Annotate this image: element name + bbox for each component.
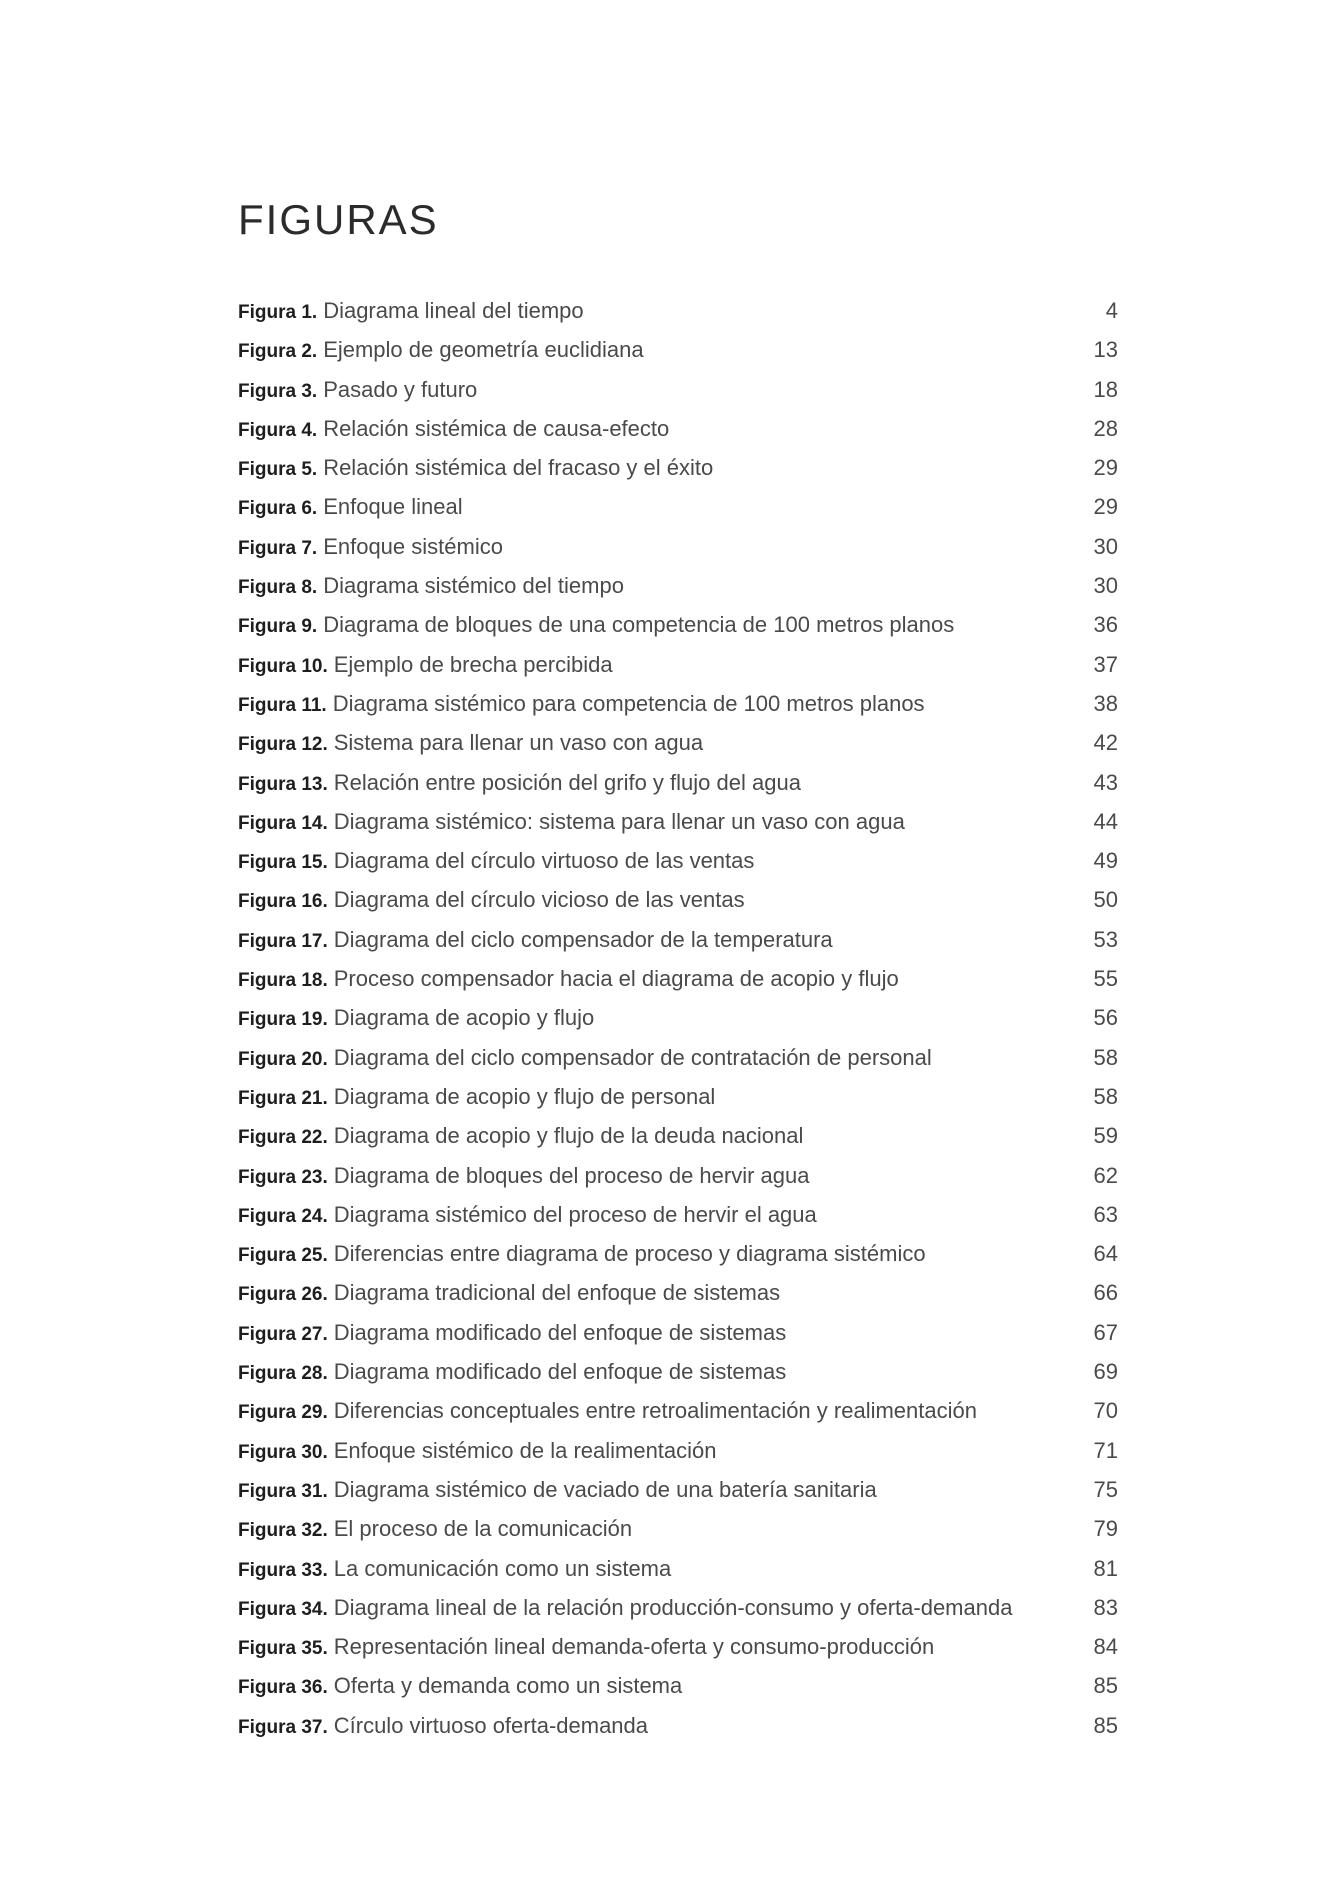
figure-page-number: 62 — [1093, 1162, 1118, 1188]
figure-page-number: 64 — [1093, 1241, 1118, 1267]
list-item — [238, 370, 1118, 409]
figure-title: Ejemplo de brecha percibida — [333, 651, 613, 677]
list-item — [238, 684, 1118, 723]
list-item — [238, 291, 1118, 330]
list-item — [238, 920, 1118, 959]
figure-label: Figura 7. — [238, 537, 318, 559]
figure-title: Diagrama de bloques del proceso de hervir agua — [333, 1162, 810, 1188]
figure-page-number: 29 — [1093, 494, 1118, 520]
list-item — [238, 1470, 1118, 1509]
figure-label: Figura 11. — [238, 694, 327, 716]
figure-label: Figura 4. — [238, 419, 318, 441]
figure-label: Figura 37. — [238, 1716, 328, 1738]
figure-title: Enfoque sistémico — [323, 533, 503, 559]
list-item — [238, 763, 1118, 802]
list-item — [238, 645, 1118, 684]
figure-title: Círculo virtuoso oferta-demanda — [333, 1712, 649, 1738]
figure-title: Relación sistémica del fracaso y el éxito — [323, 455, 714, 481]
figure-page-number: 79 — [1093, 1516, 1118, 1542]
figure-label: Figura 3. — [238, 380, 318, 402]
figure-label: Figura 18. — [238, 970, 328, 992]
list-item — [238, 1038, 1118, 1077]
figure-title: Relación sistémica de causa-efecto — [323, 415, 670, 441]
list-item — [238, 1627, 1118, 1666]
figure-title: Diagrama del círculo virtuoso de las ventas — [333, 848, 755, 874]
figure-title: Enfoque lineal — [323, 494, 463, 520]
figure-title: Diagrama tradicional del enfoque de sistemas — [333, 1280, 781, 1306]
list-item — [238, 1352, 1118, 1391]
list-item — [238, 1509, 1118, 1548]
list-item — [238, 1313, 1118, 1352]
figure-page-number: 29 — [1093, 455, 1118, 481]
list-item — [238, 1666, 1118, 1705]
figure-page-number: 70 — [1093, 1398, 1118, 1424]
figure-title: Diferencias entre diagrama de proceso y diagrama sistémico — [333, 1241, 926, 1267]
figure-title: Enfoque sistémico de la realimentación — [333, 1437, 717, 1463]
figure-page-number: 53 — [1093, 926, 1118, 952]
figure-page-number: 85 — [1093, 1712, 1118, 1738]
figure-list — [238, 291, 1118, 1745]
page-title: FIGURAS — [238, 196, 439, 243]
figure-title: Sistema para llenar un vaso con agua — [333, 730, 704, 756]
figure-title: Diagrama lineal del tiempo — [323, 298, 584, 323]
figure-title: Diagrama lineal de la relación producción-consumo y oferta-demanda — [333, 1594, 1013, 1620]
figure-label: Figura 23. — [238, 1166, 328, 1188]
figure-page-number: 75 — [1093, 1476, 1118, 1502]
figure-label: Figura 34. — [238, 1598, 328, 1620]
list-item — [238, 1195, 1118, 1234]
figure-title: Diagrama de acopio y flujo de la deuda nacional — [333, 1123, 804, 1149]
list-item — [238, 802, 1118, 841]
figure-label: Figura 8. — [238, 577, 318, 599]
figure-label: Figura 31. — [238, 1480, 328, 1502]
figure-page-number: 71 — [1093, 1437, 1118, 1463]
figure-title: Relación entre posición del grifo y flujo del agua — [333, 769, 801, 795]
figure-title: La comunicación como un sistema — [333, 1555, 672, 1581]
figure-label: Figura 26. — [238, 1284, 328, 1306]
list-item — [238, 409, 1118, 448]
figure-title: Diferencias conceptuales entre retroalimentación y realimentación — [333, 1398, 977, 1424]
figure-title: Diagrama sistémico del tiempo — [323, 573, 624, 599]
figure-label: Figura 25. — [238, 1245, 328, 1267]
figure-title: Diagrama del círculo vicioso de las ventas — [333, 887, 745, 913]
figure-page-number: 38 — [1093, 690, 1118, 716]
figure-page-number: 66 — [1093, 1280, 1118, 1306]
list-item — [238, 880, 1118, 919]
figure-label: Figura 1. — [238, 302, 318, 323]
list-item — [238, 1234, 1118, 1273]
figure-label: Figura 2. — [238, 341, 318, 363]
list-item — [238, 1116, 1118, 1155]
list-item — [238, 1391, 1118, 1430]
figure-page-number: 81 — [1093, 1555, 1118, 1581]
list-item — [238, 1588, 1118, 1627]
figure-label: Figura 10. — [238, 655, 328, 677]
figure-title: Oferta y demanda como un sistema — [333, 1673, 683, 1699]
list-item — [238, 605, 1118, 644]
figure-page-number: 56 — [1093, 1005, 1118, 1031]
list-item — [238, 448, 1118, 487]
figure-title: Diagrama de bloques de una competencia de 100 metros planos — [323, 612, 955, 638]
figure-title: Diagrama sistémico del proceso de hervir el agua — [333, 1201, 817, 1227]
figure-label: Figura 14. — [238, 812, 328, 834]
figure-page-number: 50 — [1093, 887, 1118, 913]
figure-label: Figura 36. — [238, 1677, 328, 1699]
list-item — [238, 330, 1118, 369]
figure-label: Figura 22. — [238, 1127, 328, 1149]
figure-title: Proceso compensador hacia el diagrama de acopio y flujo — [333, 966, 899, 992]
figure-page-number: 13 — [1093, 337, 1118, 363]
figure-label: Figura 5. — [238, 459, 318, 481]
figure-title: Diagrama sistémico para competencia de 100 metros planos — [332, 690, 925, 716]
figure-page-number: 43 — [1093, 769, 1118, 795]
list-item — [238, 1549, 1118, 1588]
figure-label: Figura 13. — [238, 773, 328, 795]
figure-page-number: 30 — [1093, 573, 1118, 599]
figure-title: Pasado y futuro — [323, 376, 478, 402]
figure-page-number: 30 — [1093, 533, 1118, 559]
figure-label: Figura 28. — [238, 1363, 328, 1385]
figure-title: Diagrama sistémico: sistema para llenar un vaso con agua — [333, 808, 905, 834]
figure-label: Figura 21. — [238, 1087, 328, 1109]
figure-page-number: 36 — [1093, 612, 1118, 638]
figure-page-number: 67 — [1093, 1319, 1118, 1345]
figure-page-number: 69 — [1093, 1359, 1118, 1385]
list-item — [238, 487, 1118, 526]
list-item — [238, 998, 1118, 1037]
figure-title: Diagrama del ciclo compensador de la temperatura — [333, 926, 833, 952]
list-item — [238, 723, 1118, 762]
figure-label: Figura 30. — [238, 1441, 328, 1463]
figure-label: Figura 19. — [238, 1009, 328, 1031]
list-item — [238, 1273, 1118, 1312]
figure-title: Representación lineal demanda-oferta y consumo-producción — [333, 1634, 935, 1660]
figure-label: Figura 17. — [238, 930, 328, 952]
figure-label: Figura 12. — [238, 734, 328, 756]
figure-title: Diagrama del ciclo compensador de contratación de personal — [333, 1044, 932, 1070]
figure-title: El proceso de la comunicación — [333, 1516, 633, 1542]
figure-page-number: 18 — [1093, 376, 1118, 402]
figure-label: Figura 9. — [238, 616, 318, 638]
figure-label: Figura 24. — [238, 1205, 328, 1227]
figure-page-number: 28 — [1093, 415, 1118, 441]
list-item — [238, 527, 1118, 566]
list-item — [238, 959, 1118, 998]
figure-label: Figura 6. — [238, 498, 318, 520]
figure-page-number: 49 — [1093, 848, 1118, 874]
figure-page-number: 4 — [1105, 298, 1118, 323]
figure-title: Diagrama sistémico de vaciado de una batería sanitaria — [333, 1476, 877, 1502]
figure-label: Figura 27. — [238, 1323, 328, 1345]
figure-label: Figura 20. — [238, 1048, 328, 1070]
list-item — [238, 1706, 1118, 1745]
figure-page-number: 55 — [1093, 966, 1118, 992]
figure-page-number: 84 — [1093, 1634, 1118, 1660]
list-item — [238, 841, 1118, 880]
figure-page-number: 37 — [1093, 651, 1118, 677]
figure-page-number: 85 — [1093, 1673, 1118, 1699]
list-item — [238, 1077, 1118, 1116]
list-item — [238, 1431, 1118, 1470]
figure-page-number: 58 — [1093, 1083, 1118, 1109]
figure-page-number: 59 — [1093, 1123, 1118, 1149]
figure-title: Diagrama modificado del enfoque de sistemas — [333, 1359, 787, 1385]
figure-label: Figura 29. — [238, 1402, 328, 1424]
list-item — [238, 566, 1118, 605]
figure-title: Diagrama de acopio y flujo de personal — [333, 1083, 716, 1109]
figure-title: Ejemplo de geometría euclidiana — [323, 337, 644, 363]
figure-label: Figura 16. — [238, 891, 328, 913]
figure-title: Diagrama modificado del enfoque de sistemas — [333, 1319, 787, 1345]
figure-page-number: 42 — [1093, 730, 1118, 756]
figure-label: Figura 35. — [238, 1638, 328, 1660]
figure-title: Diagrama de acopio y flujo — [333, 1005, 595, 1031]
figure-page-number: 83 — [1093, 1594, 1118, 1620]
figure-page-number: 63 — [1093, 1201, 1118, 1227]
figure-label: Figura 15. — [238, 852, 328, 874]
figure-page-number: 44 — [1093, 808, 1118, 834]
figure-label: Figura 32. — [238, 1520, 328, 1542]
list-item — [238, 1156, 1118, 1195]
figure-label: Figura 33. — [238, 1559, 328, 1581]
figure-page-number: 58 — [1093, 1044, 1118, 1070]
